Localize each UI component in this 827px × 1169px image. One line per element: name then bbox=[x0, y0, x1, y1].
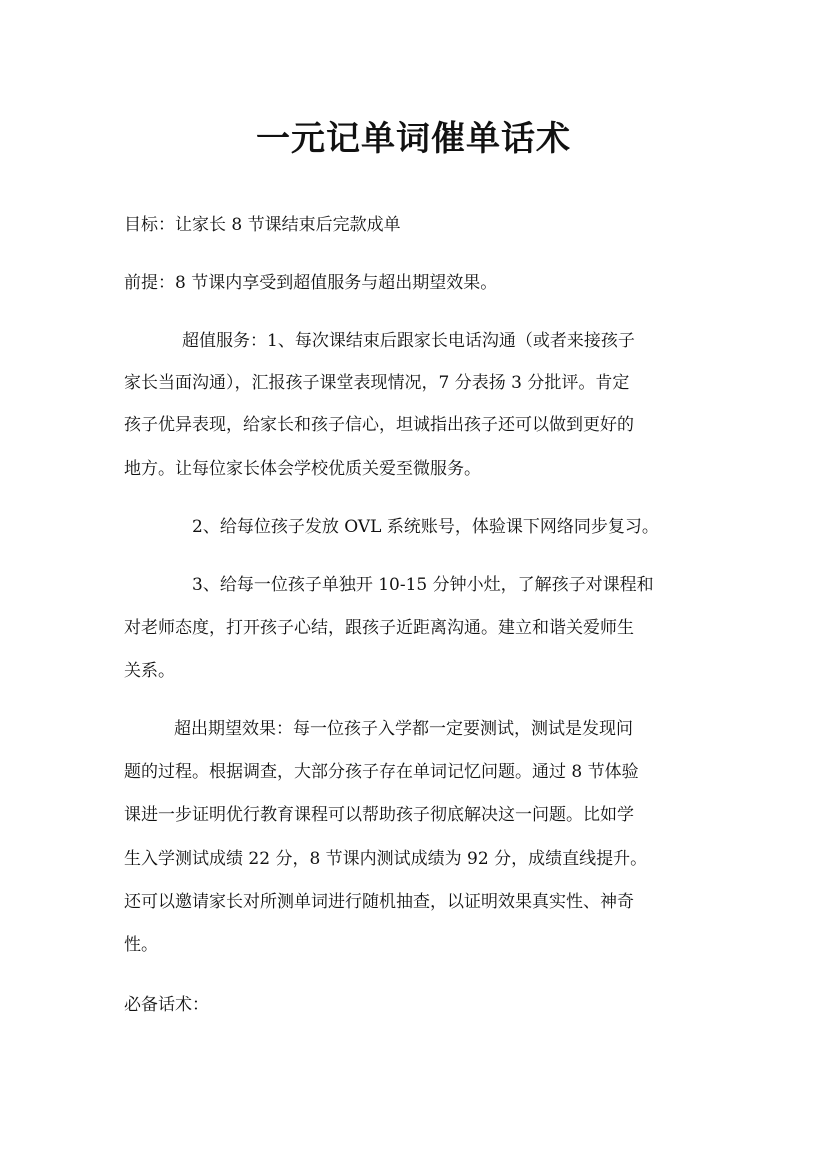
value-service-item-3-line-2: 对老师态度，打开孩子心结，跟孩子近距离沟通。建立和谐关爱师生 bbox=[124, 618, 634, 638]
value-service-item-3-line-3: 关系。 bbox=[124, 661, 175, 681]
premise-line: 前提：8 节课内享受到超值服务与超出期望效果。 bbox=[124, 273, 498, 293]
exceed-effect-line-5: 还可以邀请家长对所测单词进行随机抽查，以证明效果真实性、神奇 bbox=[124, 892, 634, 912]
value-service-line-1: 超值服务：1、每次课结束后跟家长电话沟通（或者来接孩子 bbox=[182, 331, 635, 351]
document-title: 一元记单词催单话术 bbox=[256, 119, 571, 159]
goal-line: 目标：让家长 8 节课结束后完款成单 bbox=[124, 215, 401, 235]
value-service-item-3-line-1: 3、给每一位孩子单独开 10-15 分钟小灶，了解孩子对课程和 bbox=[192, 575, 654, 595]
exceed-effect-line-3: 课进一步证明优行教育课程可以帮助孩子彻底解决这一问题。比如学 bbox=[124, 805, 634, 825]
exceed-effect-line-6: 性。 bbox=[124, 935, 158, 955]
required-phrases-heading: 必备话术： bbox=[124, 995, 209, 1015]
exceed-effect-line-4: 生入学测试成绩 22 分，8 节课内测试成绩为 92 分，成绩直线提升。 bbox=[124, 849, 648, 869]
value-service-line-4: 地方。让每位家长体会学校优质关爱至微服务。 bbox=[124, 459, 481, 479]
value-service-line-2: 家长当面沟通），汇报孩子课堂表现情况，7 分表扬 3 分批评。肯定 bbox=[124, 373, 630, 393]
value-service-item-2: 2、给每位孩子发放 OVL 系统账号，体验课下网络同步复习。 bbox=[192, 517, 659, 537]
exceed-effect-line-2: 题的过程。根据调查，大部分孩子存在单词记忆问题。通过 8 节体验 bbox=[124, 762, 639, 782]
exceed-effect-line-1: 超出期望效果：每一位孩子入学都一定要测试，测试是发现问 bbox=[174, 719, 633, 739]
value-service-line-3: 孩子优异表现，给家长和孩子信心，坦诚指出孩子还可以做到更好的 bbox=[124, 415, 634, 435]
